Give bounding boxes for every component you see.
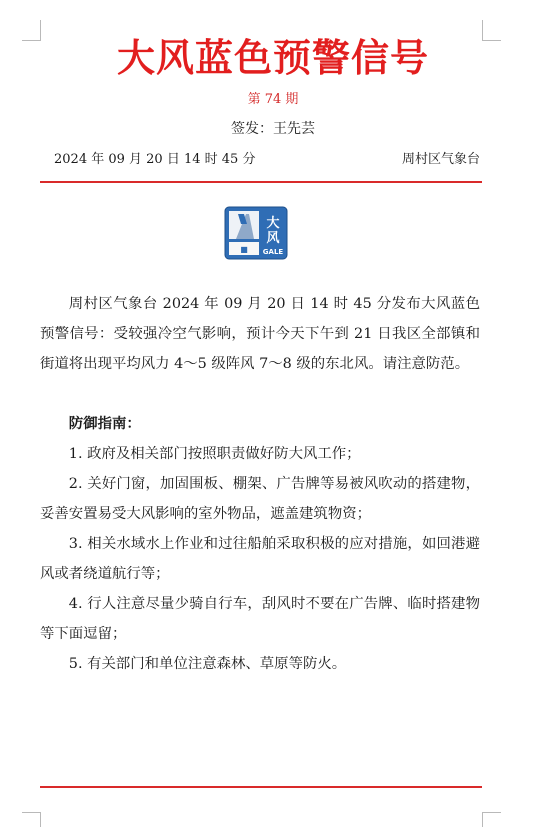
header-divider bbox=[40, 181, 482, 183]
signer-line: 签发：王先芸 bbox=[231, 121, 315, 137]
signal-icon-cn-text-bottom: 风 bbox=[266, 231, 280, 246]
footer-divider bbox=[40, 786, 482, 788]
guide-item: 3. 相关水域水上作业和过往船舶采取积极的应对措施，如回港避风或者绕道航行等； bbox=[40, 536, 480, 582]
document-title: 大风蓝色预警信号 bbox=[116, 35, 429, 80]
paragraph-gap bbox=[40, 379, 480, 409]
gale-blue-warning-icon bbox=[224, 206, 288, 260]
signal-icon-cn-text-top: 大 bbox=[266, 216, 280, 231]
announcement-paragraph: 周村区气象台 2024 年 09 月 20 日 14 时 45 分发布大风蓝色预警信号：受较强冷空气影响，预计今天下午到 21 日我区全部镇和街道将出现平均风力 4～5 级阵风 7～8 级的东北风。请注意防范。 bbox=[40, 296, 480, 372]
signal-icon-small-label: ■ bbox=[240, 245, 248, 254]
guide-item: 1. 政府及相关部门按照职责做好防大风工作； bbox=[68, 446, 361, 462]
issue-number: 第 74 期 bbox=[247, 92, 299, 107]
guide-item: 2. 关好门窗，加固围板、棚架、广告牌等易被风吹动的搭建物，妥善安置易受大风影响的室外物品，遮盖建筑物资； bbox=[40, 476, 480, 522]
guide-item: 5. 有关部门和单位注意森林、草原等防火。 bbox=[68, 656, 347, 672]
crop-mark-bottom-right bbox=[482, 812, 501, 827]
document-body bbox=[40, 289, 480, 679]
signal-icon-en-text: GALE bbox=[262, 248, 284, 256]
guide-item: 4. 行人注意尽量少骑自行车，刮风时不要在广告牌、临时搭建物等下面逗留； bbox=[40, 596, 480, 642]
issue-datetime: 2024 年 09 月 20 日 14 时 45 分 bbox=[54, 152, 256, 167]
issuer-name: 周村区气象台 bbox=[401, 152, 480, 167]
crop-mark-bottom-left bbox=[22, 812, 41, 827]
guide-heading: 防御指南： bbox=[68, 415, 141, 432]
